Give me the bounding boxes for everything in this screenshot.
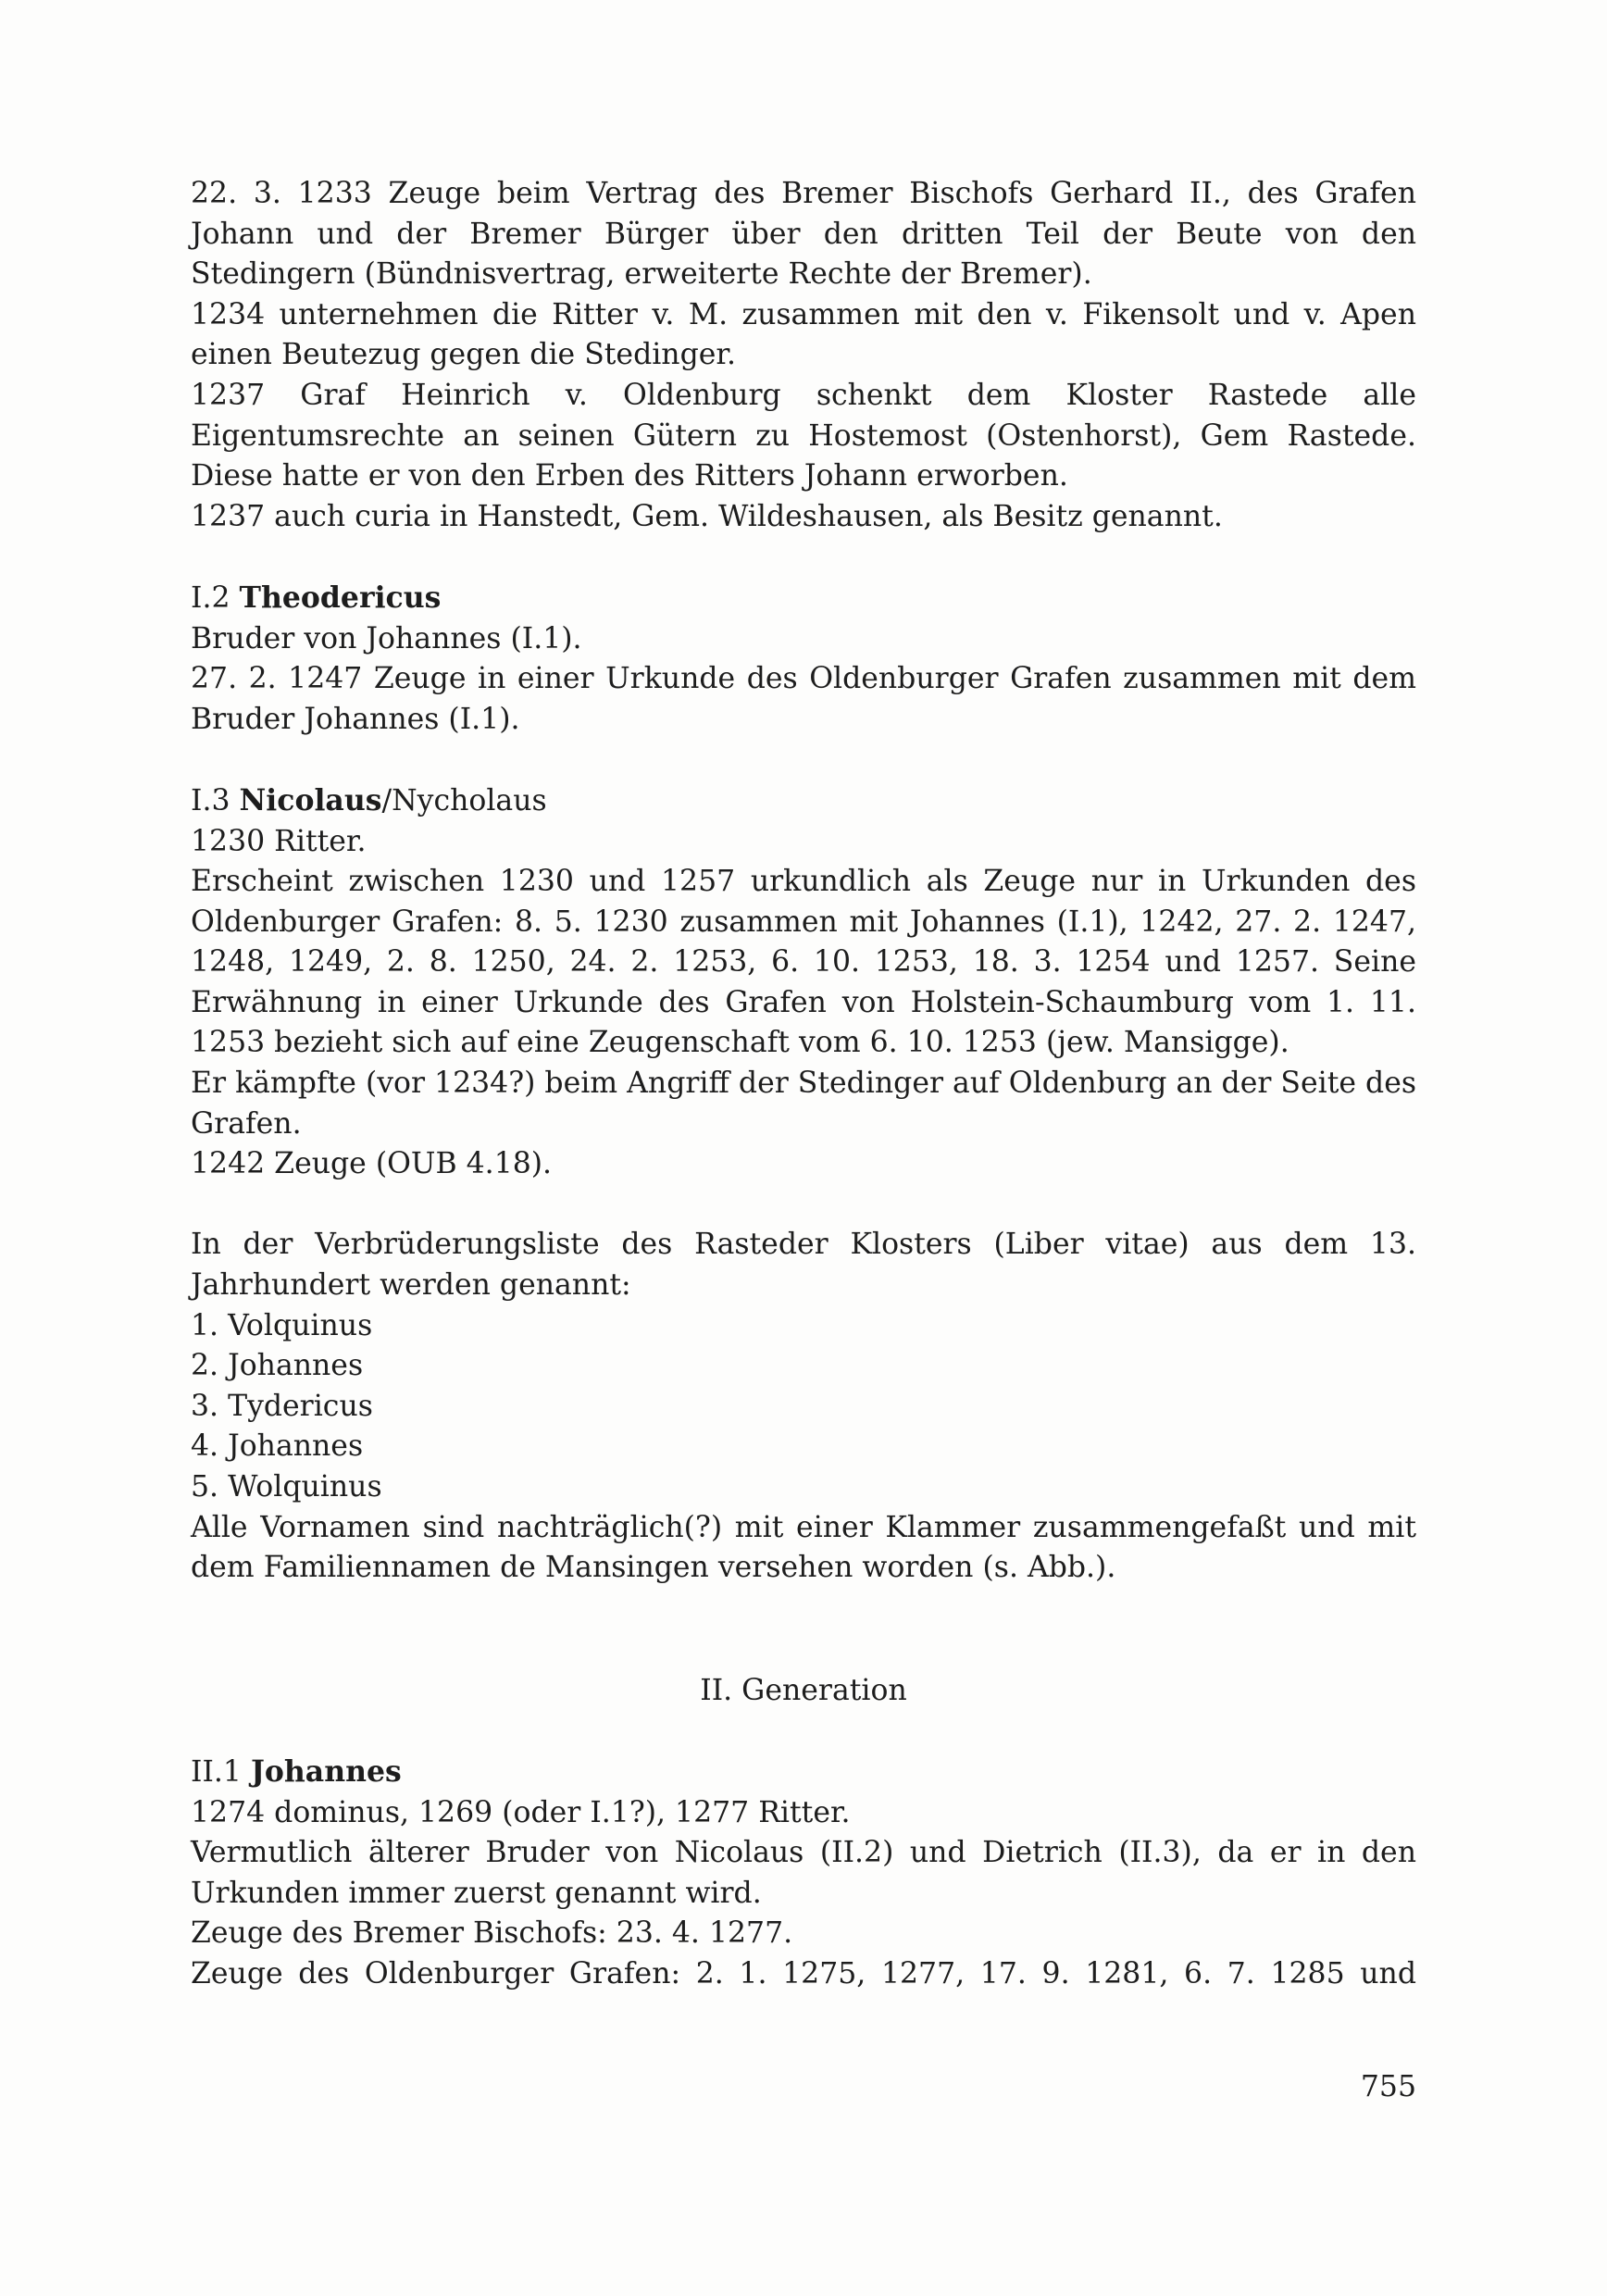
- paragraph-donation-1237: 1237 Graf Heinrich v. Oldenburg schenkt dem Kloster Rastede alle Eigentumsrechte an seinen Gütern zu Hostemost (Ostenhorst), Gem Rastede. Diese hatte er von den Erben des Ritters Johann erworben.: [191, 378, 1416, 493]
- entry-name: Johannes: [250, 1753, 402, 1789]
- entry-id: I.2: [191, 580, 230, 615]
- paragraph-liber-vitae-intro: In der Verbrüderungsliste des Rasteder Klosters (Liber vitae) aus dem 13. Jahrhundert werden genannt:: [191, 1228, 1416, 1303]
- paragraph-nicolaus-oub: 1242 Zeuge (OUB 4.18).: [191, 1147, 553, 1181]
- paragraph-treaty-1233: 22. 3. 1233 Zeuge beim Vertrag des Bremer Bischofs Gerhard II., des Grafen Johann und der Bremer Bürger über den dritten Teil der Beute von den Stedingern (Bündnisvertrag, erweiterte Rechte der Bremer).: [191, 177, 1416, 292]
- paragraph-liber-vitae-closing: Alle Vornamen sind nachträglich(?) mit einer Klammer zusammengefaßt und mit dem Familiennamen de Mansingen versehen worden (s. Abb.).: [191, 1510, 1416, 1585]
- entry-id: I.3: [191, 783, 230, 817]
- entry-heading-nicolaus: [191, 780, 1416, 822]
- entry-heading-johannes: [191, 1752, 1416, 1793]
- paragraph-theodericus-witness: 27. 2. 1247 Zeuge in einer Urkunde des Oldenburger Grafen zusammen mit dem Bruder Johannes (I.1).: [191, 662, 1416, 736]
- list-item: 3. Tydericus: [191, 1389, 373, 1423]
- entry-id: II.1: [191, 1754, 242, 1789]
- paragraph-johannes-bishop-witness: Zeuge des Bremer Bischofs: 23. 4. 1277.: [191, 1916, 793, 1951]
- entry-name: Nicolaus: [239, 782, 382, 817]
- list-item: 5. Wolquinus: [191, 1470, 382, 1504]
- entry-heading-theodericus: [191, 578, 1416, 619]
- paragraph-curia-1237: 1237 auch curia in Hanstedt, Gem. Wildeshausen, als Besitz genannt.: [191, 499, 1223, 533]
- paragraph-johannes-titles: 1274 dominus, 1269 (oder I.1?), 1277 Ritter.: [191, 1795, 851, 1829]
- text-body: [191, 174, 1416, 1995]
- entry-alt-name: /Nycholaus: [381, 783, 547, 817]
- paragraph-nicolaus-battle: Er kämpfte (vor 1234?) beim Angriff der Stedinger auf Oldenburg an der Seite des Grafen.: [191, 1067, 1417, 1141]
- paragraph-nicolaus-witness: Erscheint zwischen 1230 und 1257 urkundlich als Zeuge nur in Urkunden des Oldenburger Grafen: 8. 5. 1230 zusammen mit Johannes (I.1), 1242, 27. 2. 1247, 1248, 1249, 2. 8. 1250, 24. 2. 1253, 6. 10. 1253, 18. 3. 1254 und 1257. Seine Erwähnung in einer Urkunde des Grafen von Holstein-Schaumburg vom 1. 11. 1253 bezieht sich auf eine Zeugenschaft vom 6. 10. 1253 (jew. Mansigge).: [191, 865, 1416, 1060]
- page-number: 755: [1360, 2070, 1416, 2103]
- list-item: 2. Johannes: [191, 1349, 364, 1383]
- paragraph-theodericus-brother: Bruder von Johannes (I.1).: [191, 621, 582, 655]
- paragraph-johannes-count-witness: Zeuge des Oldenburger Grafen: 2. 1. 1275, 1277, 17. 9. 1281, 6. 7. 1285 und: [191, 1956, 1416, 1990]
- section-heading-generation-2: II. Generation: [700, 1673, 907, 1707]
- paragraph-johannes-brother: Vermutlich älterer Bruder von Nicolaus (II.2) und Dietrich (II.3), da er in den Urkunden immer zuerst genannt wird.: [191, 1836, 1416, 1910]
- paragraph-nicolaus-knight: 1230 Ritter.: [191, 824, 367, 858]
- list-item: 4. Johannes: [191, 1429, 364, 1464]
- entry-name: Theodericus: [239, 580, 442, 615]
- paragraph-raid-1234: 1234 unternehmen die Ritter v. M. zusammen mit den v. Fikensolt und v. Apen einen Beutezug gegen die Stedinger.: [191, 297, 1416, 372]
- list-item: 1. Volquinus: [191, 1308, 373, 1342]
